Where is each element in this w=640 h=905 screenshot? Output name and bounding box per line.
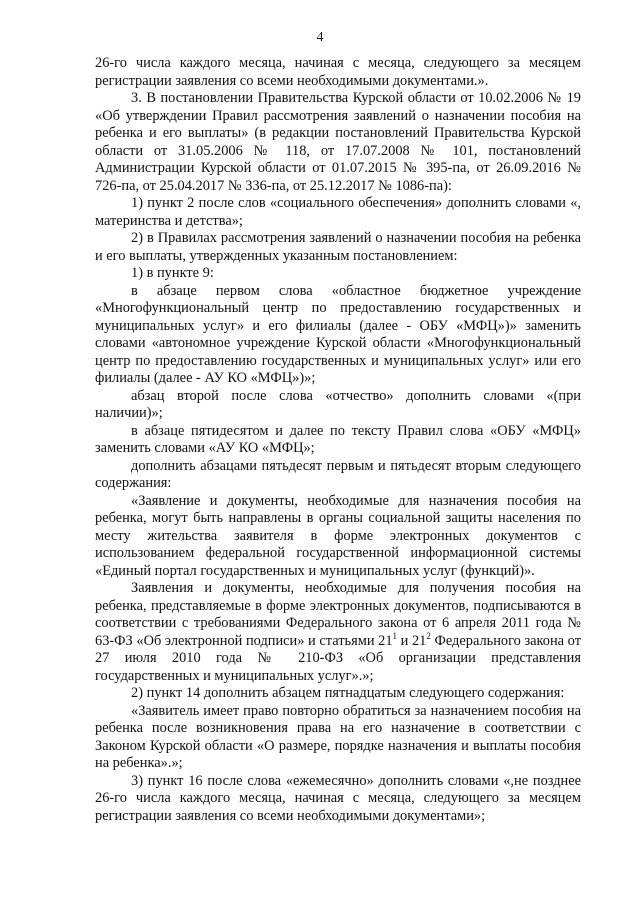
paragraph-point-14: 2) пункт 14 дополнить абзацем пятнадцатым следующего содержания: xyxy=(131,685,565,701)
paragraph-subitem-1: 1) пункт 2 после слов «социального обеспечения» дополнить словами «, материнства и детства»; xyxy=(95,195,581,229)
superscript-1: 1 xyxy=(392,630,398,641)
page-number: 4 xyxy=(316,30,324,45)
paragraph-signature-law xyxy=(95,580,581,685)
paragraph-quote-repeat: «Заявитель имеет право повторно обратиться за назначением пособия на ребенка после возникновения права на его назначение в соответствии с Законом Курской области «О размере, порядке назначения и выплаты пособия на ребенка».»; xyxy=(95,702,581,771)
paragraph-first-abzac: в абзаце первом слова «областное бюджетное учреждение «Многофункциональный центр по предоставлению государственных и муниципальных услуг» и его филиалы (далее - ОБУ «МФЦ»)» заменить словами «автономное учреждение Курской области «Многофункциональный центр по предоставлению государственных и муниципальных услуг» или его филиалы (далее - АУ КО «МФЦ»)»; xyxy=(95,282,581,386)
paragraph-quote-electronic: «Заявление и документы, необходимые для назначения пособия на ребенка, могут быть направлены в органы социальной защиты населения по месту жительства заявителя в форме электронных документов с использованием федеральной государственной информационной системы «Единый портал государственных и муниципальных услуг (функций)». xyxy=(95,492,581,579)
signature-law-text-a: Заявления и документы, необходимые для получения пособия на ребенка, представляемые в форме электронных документов, подписываются в соответствии с требованиями Федерального закона от 6 апреля 2011 года № 63-ФЗ «Об электронной подписи» и статьями 21 xyxy=(95,580,581,649)
paragraph-fiftieth-abzac: в абзаце пятидесятом и далее по тексту Правил слова «ОБУ «МФЦ» заменить словами «АУ КО «МФЦ»; xyxy=(95,422,581,456)
paragraph-item-3: 3. В постановлении Правительства Курской области от 10.02.2006 № 19 «Об утверждении Правил рассмотрения заявлений о назначении пособия на ребенка и его выплаты» (в редакции постановлений Правительства Курской области от 31.05.2006 № 118, от 17.07.2008 № 101, постановлений Администрации Курской области от 01.07.2015 № 395-па, от 26.09.2016 № 726-па, от 25.04.2017 № 336-па, от 25.12.2017 № 1086-па): xyxy=(95,90,581,194)
paragraph-add-abzacs: дополнить абзацами пятьдесят первым и пятьдесят вторым следующего содержания: xyxy=(95,457,581,491)
paragraph-continuation: 26-го числа каждого месяца, начиная с месяца, следующего за месяцем регистрации заявления со всеми необходимыми документами.». xyxy=(95,55,581,89)
paragraph-subitem-2: 2) в Правилах рассмотрения заявлений о назначении пособия на ребенка и его выплаты, утвержденных указанным постановлением: xyxy=(95,230,581,264)
paragraph-second-abzac: абзац второй после слова «отчество» дополнить словами «(при наличии)»; xyxy=(95,387,581,421)
paragraph-point-9-heading: 1) в пункте 9: xyxy=(131,265,214,281)
signature-law-text-c: Федерального закона от 27 июля 2010 года № 210-ФЗ «Об организации представления государственных и муниципальных услуг».»; xyxy=(95,632,581,684)
paragraph-point-16: 3) пункт 16 после слова «ежемесячно» дополнить словами «,не позднее 26-го числа каждого месяца, начиная с месяца, следующего за месяцем регистрации заявления со всеми необходимыми документами»; xyxy=(95,772,581,824)
document-body xyxy=(95,55,581,825)
superscript-2: 2 xyxy=(426,630,431,641)
signature-law-text-b: и 21 xyxy=(397,632,427,649)
